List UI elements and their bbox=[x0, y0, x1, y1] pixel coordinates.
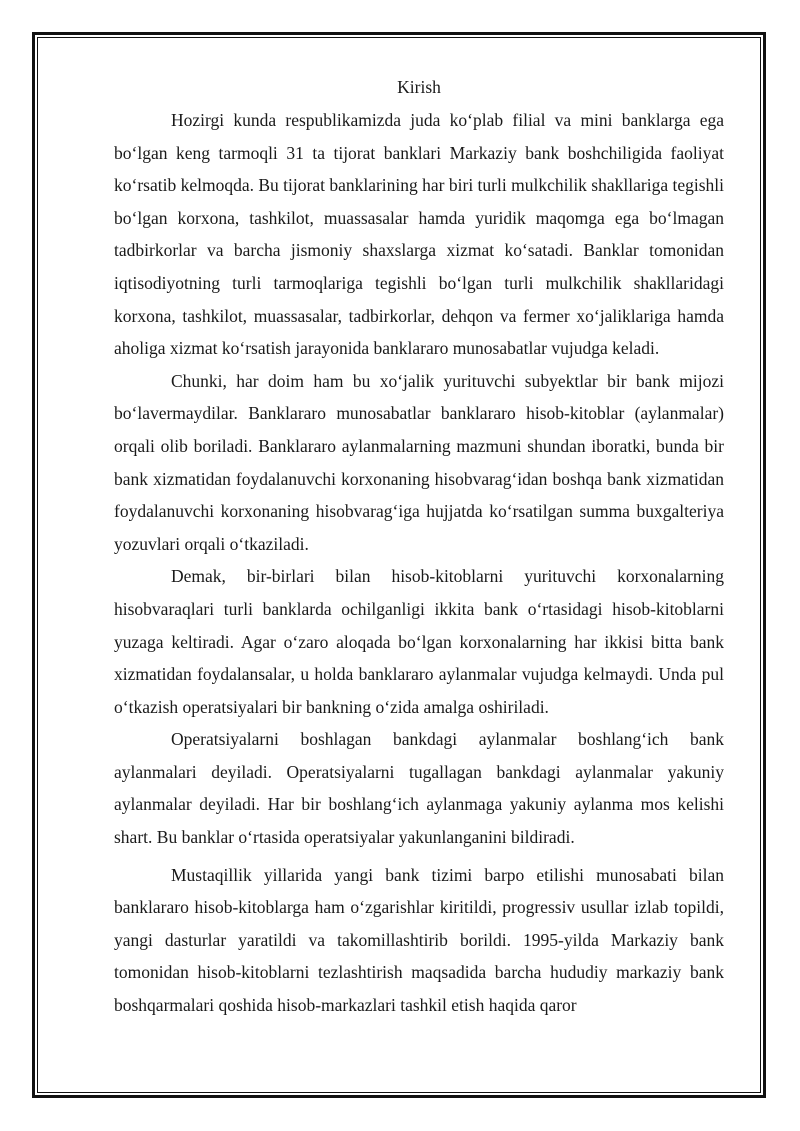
paragraph-5: Mustaqillik yillarida yangi bank tizimi barpo etilishi munosabati bilan banklararo hisob-kitoblarga ham o‘zgarishlar kiritildi, progressiv usullar izlab topildi, yangi dasturlar yaratildi va takomillashtirib borildi. 1995-yilda Markaziy bank tomonidan hisob-kitoblarni tezlashtirish maqsadida barcha hududiy markaziy bank boshqarmalari qoshida hisob-markazlari tashkil etish haqida qaror bbox=[114, 864, 724, 1016]
paragraph-4: Operatsiyalarni boshlagan bankdagi aylanmalar boshlang‘ich bank aylanmalari deyiladi. Operatsiyalarni tugallagan bankdagi aylanmalar yakuniy aylanmalar deyiladi. Har bir boshlang‘ich aylanmaga yakuniy aylanma mos kelishi shart. Bu banklar o‘rtasida operatsiyalar yakunlanganini bildiradi. bbox=[114, 729, 724, 848]
paragraph-2: Chunki, har doim ham bu xo‘jalik yurituvchi subyektlar bir bank mijozi bo‘lavermaydilar. Banklararo munosabatlar banklararo hisob-kitoblar (aylanmalar) orqali olib boriladi. Banklararo aylanmalarning mazmuni shundan iboratki, bunda bir bank xizmatidan foydalanuvchi korxonaning hisobvarag‘idan boshqa bank xizmatidan foydalanuvchi korxonaning hisobvarag‘iga hujjatda ko‘rsatilgan summa buxgalteriya yozuvlari orqali o‘tkaziladi. bbox=[114, 370, 724, 554]
paragraph-3: Demak, bir-birlari bilan hisob-kitoblarni yurituvchi korxonalarning hisobvaraqlari turli banklarda ochilganligi ikkita bank o‘rtasidagi hisob-kitoblarni yuzaga keltiradi. Agar o‘zaro aloqada bo‘lgan korxonalarning har ikkisi bitta bank xizmatidan foydalansalar, u holda banklararo aylanmalar vujudga kelmaydi. Unda pul o‘tkazish operatsiyalari bir bankning o‘zida amalga oshiriladi. bbox=[114, 566, 724, 717]
document-body bbox=[114, 70, 724, 1022]
paragraph-1: Hozirgi kunda respublikamizda juda ko‘plab filial va mini banklarga ega bo‘lgan keng tarmoqli 31 ta tijorat banklari Markaziy bank boshchiligida faoliyat ko‘rsatib kelmoqda. Bu tijorat banklarining har biri turli mulkchilik shakllariga tegishli bo‘lgan korxona, tashkilot, muassasalar hamda yuridik maqomga ega bo‘lmagan tadbirkorlar va barcha jismoniy shaxslarga xizmat ko‘satadi. Banklar tomonidan iqtisodiyotning turli tarmoqlariga tegishli bo‘lgan turli mulkchilik shakllaridagi korxona, tashkilot, muassasalar, tadbirkorlar, dehqon va fermer xo‘jaliklariga hamda aholiga xizmat ko‘rsatish jarayonida banklararo munosabatlar vujudga keladi. bbox=[114, 110, 724, 359]
document-title: Kirish bbox=[397, 77, 441, 97]
